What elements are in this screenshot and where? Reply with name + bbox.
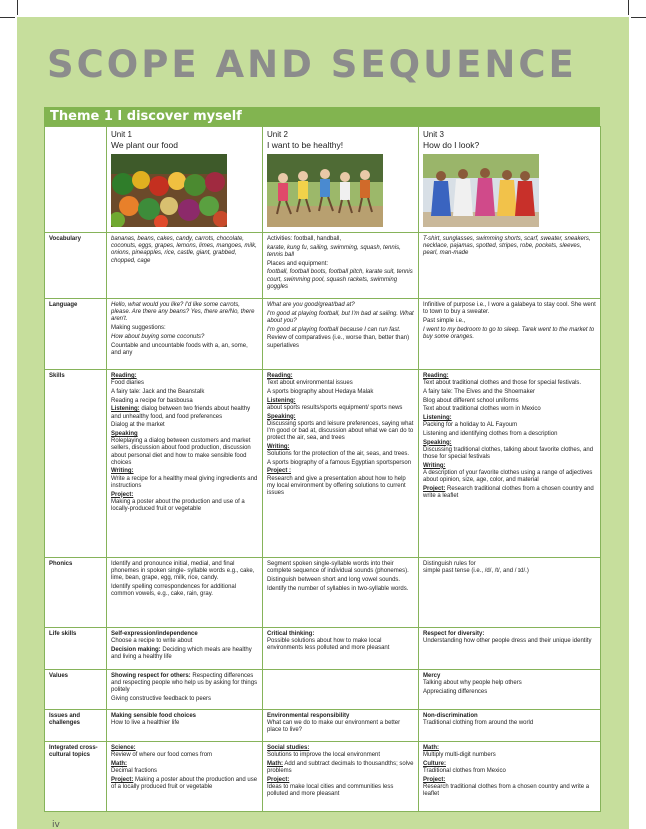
row-values <box>45 670 601 710</box>
life-skill-heading: Respect for diversity: <box>423 631 485 637</box>
skill-text: Discussing sports and leisure preferences, saying what I'm good or bad at, discussion about what we can do to protect the air, sea, and trees <box>267 420 414 442</box>
issue-heading: Non-discrimination <box>423 713 478 719</box>
language-text: Infinitive of purpose i.e., I wore a galabeya to stay cool. She went to town to buy a sweater. <box>423 302 596 316</box>
phonics-text: Segment spoken single-syllable words into their complete sequence of individual sounds (phonemes). <box>267 561 409 575</box>
skill-text: dialog between two friends about healthy and unhealthy food, and food preferences <box>111 406 251 420</box>
language-unit-1 <box>107 299 263 370</box>
skill-text: Research and give a presentation about how to help my local environment by offering solutions to current issues <box>267 475 406 497</box>
topic-heading: Project: <box>267 776 290 783</box>
vocab-text: football, football boots, football pitch, karate suit, tennis court, swimming pool, squash rackets, swimming goggles <box>267 269 413 290</box>
topic-text: Making a poster about the production and use of a locally produced fruit or vegetable <box>111 776 258 791</box>
value-heading: Showing respect for others: <box>111 673 191 679</box>
unit-title: How do I look? <box>423 139 480 150</box>
issue-text: What can we do to make our environment a better place to live? <box>267 720 401 734</box>
language-unit-2 <box>263 299 419 370</box>
empty-corner-cell <box>45 127 107 233</box>
row-life-skills <box>45 628 601 670</box>
skill-text: Write a recipe for a healthy meal giving ingredients and instructions <box>111 475 258 489</box>
life-skill-heading: Self-expression/independence <box>111 631 198 637</box>
skill-text: A fairy tale: Jack and the Beanstalk <box>111 388 205 395</box>
traditional-clothes-photo <box>423 154 539 227</box>
unit-number: Unit 1 <box>111 130 132 139</box>
skill-heading: Project : <box>267 468 292 475</box>
phonics-text: Distinguish rules for <box>423 561 476 567</box>
language-text: I went to my bedroom to go to sleep. Tarek went to the market to buy some oranges. <box>423 326 595 340</box>
crop-mark-right-horizontal <box>631 17 646 18</box>
value-text: Talking about why people help others <box>423 680 522 687</box>
skill-heading: Listening: <box>423 415 452 422</box>
issue-text: How to live a healthier life <box>111 720 180 727</box>
skill-heading: Writing: <box>267 443 290 450</box>
language-text: Countable and uncountable foods with a, an, some, and any <box>111 342 248 356</box>
life-skill-heading: Decision making: <box>111 646 161 653</box>
unit-title: I want to be healthy! <box>267 139 344 150</box>
row-phonics <box>45 558 601 628</box>
language-text: What are you good/great/bad at? <box>267 302 355 308</box>
skill-heading: Reading: <box>267 373 293 379</box>
skill-heading: Speaking: <box>423 439 452 446</box>
topic-text: Ideas to make local cities and communities less polluted and more pleasant <box>267 784 394 798</box>
life-skills-unit-1 <box>107 628 263 670</box>
vocab-text: karate, kung fu, sailing, swimming, squash, tennis, tennis ball <box>267 244 401 258</box>
skill-text: Text about environmental issues <box>267 380 353 387</box>
skill-heading: Project: <box>111 491 134 498</box>
skill-text: Discussing traditional clothes, talking about favorite clothes, and those for special festivals <box>423 446 594 461</box>
phonics-text: simple past tense (i.e., /d/, /t/, and / ɪd/.) <box>423 568 529 575</box>
life-skill-text: Choose a recipe to write about <box>111 638 193 645</box>
topic-heading: Project: <box>111 776 134 783</box>
topic-heading: Math: <box>111 760 127 767</box>
row-vocabulary <box>45 233 601 299</box>
skill-text: Blog about different school uniforms <box>423 397 519 404</box>
row-label: Issues and challenges <box>45 710 107 742</box>
skill-heading: Writing: <box>111 468 134 475</box>
life-skills-unit-3 <box>419 628 601 670</box>
page-number: iv <box>52 820 60 829</box>
skills-unit-2 <box>263 370 419 558</box>
row-issues-challenges <box>45 710 601 742</box>
skill-text: Solutions for the protection of the air, seas, and trees. <box>267 451 410 458</box>
skill-text: Text about traditional clothes worn in Mexico <box>423 406 541 413</box>
skill-heading: Reading: <box>423 373 449 379</box>
value-text: Giving constructive feedback to peers <box>111 696 212 703</box>
row-language <box>45 299 601 370</box>
values-unit-3 <box>419 670 601 710</box>
skill-heading: Listening: <box>111 406 140 413</box>
phonics-unit-3 <box>419 558 601 628</box>
unit-header-row <box>45 127 601 233</box>
language-text: I'm good at playing football because I can run fast. <box>267 326 401 333</box>
row-label: Language <box>45 299 107 370</box>
language-text: Hello, what would you like? I'd like some carrots, please. Are there any beans? Yes, there are/No, there aren't. <box>111 302 255 323</box>
row-label: Vocabulary <box>45 233 107 299</box>
skills-unit-3 <box>419 370 601 558</box>
phonics-text: Identify and pronounce initial, medial, and final phonemes in spoken single- syllable words e.g., cake, lime, bean, grape, egg, milk, rice, candy. <box>111 561 255 582</box>
row-label: Skills <box>45 370 107 558</box>
topic-heading: Culture: <box>423 760 446 767</box>
value-text: Appreciating differences <box>423 688 488 695</box>
topic-heading: Project: <box>423 776 446 783</box>
life-skill-heading: Critical thinking: <box>267 631 315 637</box>
language-text: Making suggestions: <box>111 325 166 332</box>
crop-mark-left-vertical <box>17 0 18 15</box>
unit-2-header <box>263 127 419 233</box>
vocabulary-unit-1 <box>107 233 263 299</box>
vegetables-photo <box>111 154 227 227</box>
issue-heading: Environmental responsibility <box>267 713 350 719</box>
topics-unit-1 <box>107 742 263 812</box>
skill-heading: Project: <box>423 485 446 492</box>
phonics-unit-2 <box>263 558 419 628</box>
topic-text: Add and subtract decimals to thousandths; solve problems <box>267 760 414 775</box>
skill-text: A sports biography of a famous Egyptian sportsperson <box>267 459 412 466</box>
topic-heading: Math: <box>423 745 439 751</box>
skills-unit-1 <box>107 370 263 558</box>
skill-text: Reading a recipe for basbousa <box>111 397 193 404</box>
topic-heading: Science: <box>111 745 136 751</box>
skill-heading: Speaking: <box>267 413 296 420</box>
skill-text: Roleplaying a dialog between customers and market sellers, discussion about food production, discussion about personal diet and how to make sensible food choices <box>111 438 251 466</box>
vocab-text: Activities: football, handball, <box>267 236 342 242</box>
vocab-text: bananas, beans, cakes, candy, carrots, chocolate, coconuts, eggs, grapes, lemons, limes, mangoes, milk, onions, pineapples, rice, castle, giant, grabbed, chopped, cage <box>111 236 257 264</box>
unit-title: We plant our food <box>111 139 178 150</box>
skill-text: Dialog at the market <box>111 422 165 429</box>
skill-heading: Writing: <box>423 462 446 469</box>
life-skills-unit-2 <box>263 628 419 670</box>
issue-heading: Making sensible food choices <box>111 713 197 719</box>
topics-unit-3 <box>419 742 601 812</box>
row-skills <box>45 370 601 558</box>
unit-3-header <box>419 127 601 233</box>
vocab-text: T-shirt, sunglasses, swimming shorts, scarf, sweater, sneakers, necklace, pajamas, spotted, stripes, robe, pockets, sleeves, pearl, man-made <box>423 236 591 257</box>
skill-text: about sports results/sports equipment/ sports news <box>267 404 403 411</box>
language-unit-3 <box>419 299 601 370</box>
skill-heading: Reading: <box>111 373 137 379</box>
crop-mark-left-horizontal <box>0 17 15 18</box>
topic-text: Research traditional clothes from a chosen country and write a leaflet <box>423 784 590 798</box>
theme-header: Theme 1 I discover myself <box>44 107 600 126</box>
phonics-text: Identify spelling correspondences for additional common vowels, e.g., cake, rain, gray. <box>111 584 237 598</box>
unit-number: Unit 2 <box>267 130 288 139</box>
skill-text: A fairy tale: The Elves and the Shoemaker <box>423 388 535 395</box>
issues-unit-1 <box>107 710 263 742</box>
topic-heading: Social studies: <box>267 745 310 751</box>
row-label: Life skills <box>45 628 107 670</box>
language-text: Review of comparatives (i.e., worse than, better than) superlatives <box>267 335 410 349</box>
life-skill-text: Deciding which meals are healthy and living a healthy life <box>111 646 252 661</box>
crop-mark-right-vertical <box>628 0 629 15</box>
skill-text: Research traditional clothes from a chosen country and write a leaflet <box>423 485 594 500</box>
skill-text: Text about traditional clothes and those for special festivals. <box>423 380 582 387</box>
language-text: How about buying some coconuts? <box>111 333 205 340</box>
vocabulary-unit-3 <box>419 233 601 299</box>
topic-text: Review of where our food comes from <box>111 752 213 759</box>
values-unit-1 <box>107 670 263 710</box>
life-skill-text: Understanding how other people dress and their unique identity <box>423 638 592 645</box>
scope-sequence-table <box>44 126 601 812</box>
unit-number: Unit 3 <box>423 130 444 139</box>
skill-text: A description of your favorite clothes using a range of adjectives about opinion, size, age, color, and material <box>423 469 593 484</box>
children-playing-photo <box>267 154 383 227</box>
skill-text: Food diaries <box>111 380 145 387</box>
row-label: Values <box>45 670 107 710</box>
unit-1-header <box>107 127 263 233</box>
topic-text: Traditional clothes from Mexico <box>423 768 506 775</box>
skill-heading: Speaking <box>111 430 138 437</box>
value-heading: Mercy <box>423 673 441 679</box>
skill-text: Listening and identifying clothes from a description <box>423 430 558 437</box>
skill-heading: Listening: <box>267 397 296 404</box>
skill-text: A sports biography about Hedaya Malak <box>267 388 374 395</box>
topic-heading: Math: <box>267 760 283 767</box>
skill-text: Packing for a holiday to AL Fayoum <box>423 422 518 429</box>
issue-text: Traditional clothing from around the world <box>423 720 534 727</box>
life-skill-text: Possible solutions about how to make local environments less polluted and more pleasant <box>267 638 390 652</box>
skill-text: Making a poster about the production and use of a locally-produced fruit or vegetable <box>111 498 245 512</box>
topic-text: Multiply multi-digit numbers <box>423 752 496 759</box>
issues-unit-3 <box>419 710 601 742</box>
phonics-text: Identify the number of syllables in two-syllable words. <box>267 585 409 592</box>
vocab-text: Places and equipment: <box>267 260 329 267</box>
vocabulary-unit-2 <box>263 233 419 299</box>
language-text: Past simple i.e., <box>423 317 466 324</box>
row-label: Integrated cross-cultural topics <box>45 742 107 812</box>
topic-text: Solutions to improve the local environment <box>267 752 381 759</box>
language-text: I'm good at playing football, but I'm bad at sailing. What about you? <box>267 310 414 324</box>
phonics-text: Distinguish between short and long vowel sounds. <box>267 576 401 583</box>
issues-unit-2 <box>263 710 419 742</box>
row-label: Phonics <box>45 558 107 628</box>
values-unit-2 <box>263 670 419 710</box>
value-text: Respecting differences and respecting people who help us by asking for things politely <box>111 673 258 694</box>
phonics-unit-1 <box>107 558 263 628</box>
page-title: SCOPE AND SEQUENCE <box>47 43 577 86</box>
row-cross-cultural-topics <box>45 742 601 812</box>
topic-text: Decimal fractions <box>111 768 158 775</box>
topics-unit-2 <box>263 742 419 812</box>
